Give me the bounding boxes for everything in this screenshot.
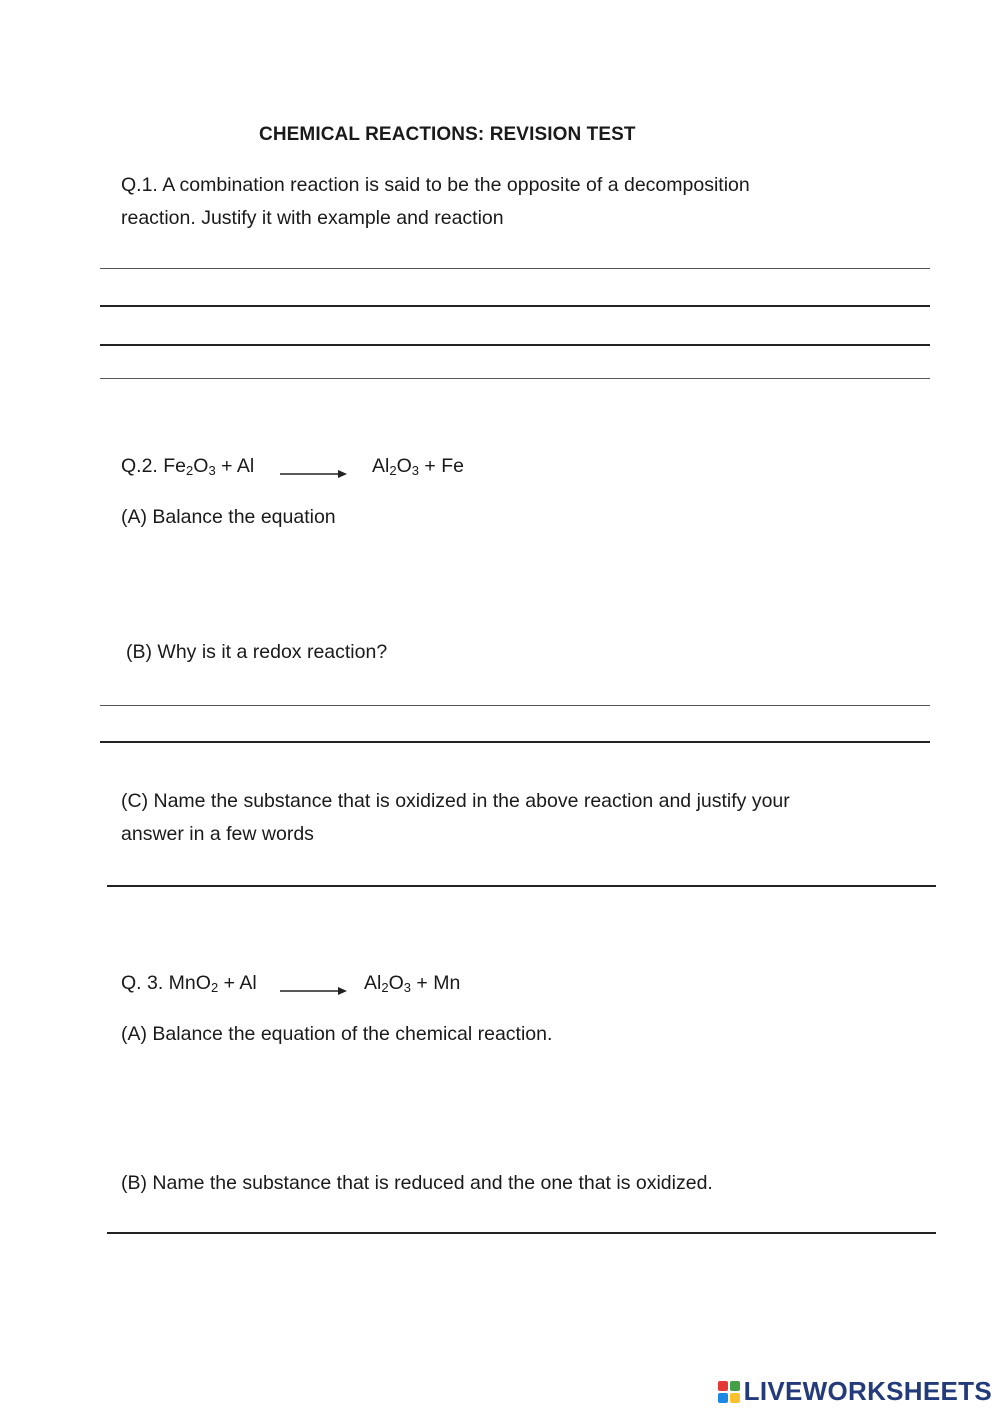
page-title: CHEMICAL REACTIONS: REVISION TEST (259, 124, 636, 145)
question-2-reactants: Q.2. $Fe_2O_3 + Al$ (121, 455, 255, 478)
answer-line[interactable] (100, 378, 930, 379)
question-1-line-2: reaction. Justify it with example and reaction (121, 207, 504, 229)
liveworksheets-logo (718, 1376, 992, 1407)
reaction-arrow-icon (280, 468, 348, 480)
answer-line[interactable] (100, 741, 930, 743)
logo-mark-icon (718, 1381, 740, 1403)
logo-square (718, 1381, 728, 1391)
question-3-reactants: Q. 3. MnO$_2$ + Al (121, 972, 257, 995)
question-2c-line-1: (C) Name the substance that is oxidized in the above reaction and justify your (121, 790, 790, 812)
question-2a: (A) Balance the equation (121, 506, 336, 528)
question-1-line-1: Q.1. A combination reaction is said to be the opposite of a decomposition (121, 174, 750, 196)
logo-square (730, 1393, 740, 1403)
logo-square (730, 1381, 740, 1391)
answer-line[interactable] (100, 268, 930, 269)
question-1 (121, 169, 750, 235)
answer-line[interactable] (100, 344, 930, 346)
question-3b: (B) Name the substance that is reduced and the one that is oxidized. (121, 1172, 713, 1194)
answer-line[interactable] (100, 705, 930, 706)
logo-square (718, 1393, 728, 1403)
question-3-products: $Al_2O_3 + Mn$ (364, 972, 461, 995)
reaction-arrow-icon (280, 985, 348, 997)
question-2-products: $Al_2O_3 + Fe$ (372, 455, 464, 478)
question-3a: (A) Balance the equation of the chemical reaction. (121, 1023, 553, 1045)
question-2b: (B) Why is it a redox reaction? (126, 641, 388, 663)
answer-line[interactable] (107, 885, 936, 887)
answer-line[interactable] (107, 1232, 936, 1234)
question-2c-line-2: answer in a few words (121, 823, 314, 845)
logo-text: LIVEWORKSHEETS (743, 1376, 992, 1406)
answer-line[interactable] (100, 305, 930, 307)
question-2c (121, 785, 790, 851)
